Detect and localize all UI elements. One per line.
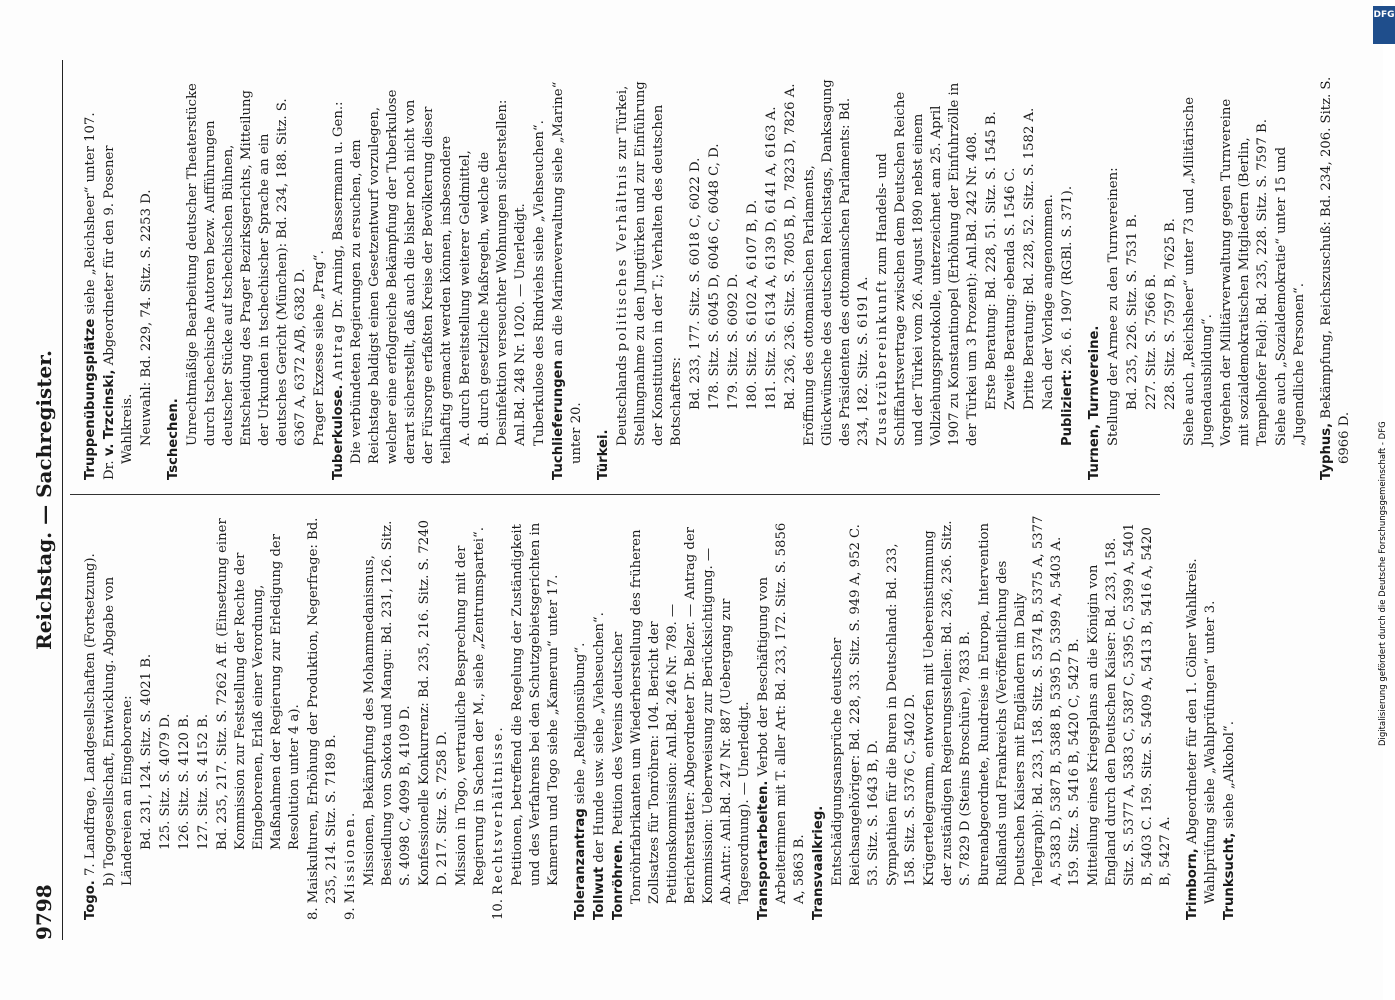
right-column-entry: Bd. 235, 226. Sitz. S. 7531 B. — [1125, 213, 1140, 410]
entry-gap — [1078, 75, 1086, 480]
entry-gap — [1310, 75, 1318, 480]
right-column-entry: Siehe auch „Sozialdemokratie“ unter 15 und „Jugendliche Personen“. — [1274, 146, 1307, 446]
right-column-entry: Tschechen. — [166, 398, 181, 480]
left-column-entry: Transportarbeiten. Verbot der Beschäftigung von Arbeiterinnen mit T. aller Art: Bd. 233, 172. Sitz. S. 5856 A, 5863 B. — [756, 522, 807, 920]
right-column-entry: Tuchlieferungen an die Marineverwaltung siehe „Marine“ unter 20. — [551, 81, 584, 480]
right-column-entry: Dr. v. Trzcinski, Abgeordneter für den 9. Posener Wahlkreis. — [102, 145, 135, 480]
left-column-entry: Krügertelegramm, entworfen mit Uebereinstimmung der zuständigen Regierungsstellen: Bd. 236, 236. Sitz. S. 7829 D (Steins Broschüre), 7833 B. — [922, 520, 973, 886]
right-column-entry: Turnen, Turnvereine. — [1087, 325, 1102, 480]
left-column-entry: Togo. 7. Landfrage, Landgesellschaften (Fortsetzung). — [83, 553, 98, 920]
right-column-entry: Vorgehen der Militärverwaltung gegen Turnvereine mit sozialdemokratischen Mitgliedern (Berlin, Tempelhofer Feld): Bd. 235, 228. Sitz. S. 7597 B. — [1219, 98, 1270, 446]
right-column-entry: Eröffnung des ottomanischen Parlaments, Glückwünsche des deutschen Reichstags, Danksagung des Präsidenten des ottomanischen Parlaments: Bd. 234, 182. Sitz. S. 6191 A. — [802, 79, 871, 446]
left-column-entry: Mission in Togo, vertrauliche Besprechung mit der Regierung in Sachen der M., siehe „Zentrumspartei“. — [454, 527, 487, 886]
entry-gap — [157, 75, 165, 480]
right-column — [82, 75, 1355, 480]
left-column-entry: Burenabgeordnete, Rundreise in Europa, Intervention Rußlands und Frankreichs (Veröffentlichung des Deutschen Kaisers mit Engländern im Daily Telegraph): Bd. 233, 158. Sitz. S. 5374 B, 5375 A, 5377 A, 5383 D, 5387 B, 5388 B, 5395 D, 5399 A, 5403 A. 159. Sitz. S. 5416 B, 5420 C, 5427 B. — [977, 515, 1082, 886]
right-column-entry: Typhus, Bekämpfung, Reichszuschuß: Bd. 234, 206. Sitz. S. 6966 D. — [1319, 76, 1352, 480]
column-divider — [70, 494, 1160, 495]
right-column-entry: Siehe auch „Reichsheer“ unter 73 und „Militärische Jugendausbildung“. — [1182, 96, 1215, 446]
right-column-entry: B. durch gesetzliche Maßregeln, welche die Desinfektion verseuchter Wohnungen sicherstellen: Anl.Bd. 248 Nr. 1020. — Unerledigt. — [477, 99, 528, 446]
left-column-entry: 10. Rechtsverhältnisse. — [491, 725, 506, 920]
right-column-entry: 180. Sitz. S. 6102 A, 6107 B, D. — [745, 199, 760, 410]
right-column-entry: Bd. 236, 236. Sitz. S. 7805 B, D, 7823 D, 7826 A. — [783, 83, 798, 410]
right-column-entry: Stellung der Armee zu den Turnvereinen: — [1106, 167, 1121, 446]
left-column-entry: Missionen, Bekämpfung des Mohammedanismus, Besiedlung von Sokota und Mangu: Bd. 231, 126. Sitz. S. 4098 C, 4099 B, 4109 D. — [362, 520, 413, 886]
left-column-entry: Toleranzantrag siehe „Religionsübung“. — [573, 642, 588, 920]
entry-gap — [1176, 515, 1184, 920]
left-column-entry: b) Togogesellschaft, Entwicklung. Abgabe von Ländereien an Eingeborene: — [102, 576, 135, 886]
right-column-entry: Publiziert: 26. 6. 1907 (RGBl. S. 371). — [1060, 185, 1075, 446]
left-column-entry: 127. Sitz. S. 4152 B. — [196, 713, 211, 850]
right-column-entry: 178. Sitz. S. 6045 D, 6046 C, 6048 C, D. — [707, 143, 722, 410]
left-column-entry: Transvaalkrieg. — [811, 805, 826, 920]
right-column-entry: Türkei. — [596, 429, 611, 480]
right-column-entry: Nach der Vorlage angenommen. — [1041, 194, 1056, 410]
right-column-entry: Erste Beratung: Bd. 228, 51. Sitz. S. 1545 B. — [984, 111, 999, 410]
dfg-logo: DFG — [1373, 6, 1395, 44]
page-title: Reichstag. — Sachregister. — [32, 350, 56, 650]
left-column-entry: Entschädigungsansprüche deutscher Reichsangehöriger: Bd. 228, 33. Sitz. S. 949 A, 952 C. 53. Sitz. S. 1643 B, D. — [830, 524, 881, 886]
left-column — [82, 515, 1240, 920]
page-header — [18, 60, 63, 940]
left-column-entry: Petitionen, betreffend die Regelung der Zuständigkeit und des Verfahrens bei den Schutzgebietsgerichten in Kamerun und Togo siehe „Kamerun“ unter 17. — [510, 522, 561, 886]
entry-gap — [587, 75, 595, 480]
left-column-entry: Trimborn, Abgeordneter für den 1. Cölner Wahlkreis. Wahlprüfung siehe „Wahlprüfungen“ unter 3. — [1185, 558, 1218, 920]
right-column-entry: Dritte Beratung: Bd. 228, 52. Sitz. S. 1582 A. — [1022, 107, 1037, 410]
right-column-entry: 228. Sitz. S. 7597 B, 7625 B. — [1163, 218, 1178, 410]
right-column-entry: Bd. 233, 177. Sitz. S. 6018 C, 6022 D. — [688, 157, 703, 410]
left-column-entry: 125. Sitz. S. 4079 D. — [158, 713, 173, 850]
right-column-entry: Prager Exzesse siehe „Prag“. — [312, 250, 327, 446]
left-column-entry: Tollwut der Hunde usw. siehe „Viehseuchen“. — [592, 612, 607, 920]
right-column-entry: Deutschlands politisches Verhältnis zur Türkei, Stellungnahme zu den Jungtürken und zur Einführung der Konstitution in der T.; Verhalten des deutschen Botschafters: — [615, 81, 684, 446]
page-number: 9798 — [32, 884, 56, 940]
left-column-entry: Konfessionelle Konkurrenz: Bd. 235, 216. Sitz. S. 7240 D. 217. Sitz. S. 7258 D. — [417, 520, 450, 886]
right-column-entry: Zweite Beratung: ebenda S. 1546 C. — [1003, 167, 1018, 410]
left-column-entry: 8. Maiskulturen, Erhöhung der Produktion, Negerfrage: Bd. 235, 214. Sitz. S. 7189 B. — [306, 517, 339, 920]
left-column-entry: Bd. 235, 217. Sitz. S. 7262 A ff. (Einsetzung einer Kommission zur Feststellung der Rechte der Eingeborenen, Erlaß einer Verordnung, Maßnahmen der Regierung zur Erledigung der Resolution unter 4 a). — [215, 518, 302, 850]
left-column-entry: Trunksucht, siehe „Alkohol“. — [1222, 721, 1237, 920]
left-column-entry: Bd. 231, 124. Sitz. S. 4021 B. — [139, 653, 154, 850]
left-column-entry: 126. Sitz. S. 4120 B. — [177, 713, 192, 850]
left-column-entry: Tonröhren. Petition des Vereins deutscher Tonröhrfabrikanten um Wiederherstellung des früheren Zollsatzes für Tonröhren: 104. Bericht der Petitionskommission: Anl.Bd. 246 Nr. 789. — Berichterstatter: Abgeordneter Dr. Belzer. — Antrag der Kommission: Ueberweisung zur Berücksichtigung. — Ab.Antr.: Anl.Bd. 247 Nr. 887 (Uebergang zur Tagesordnung). — Unerledigt. — [611, 527, 752, 920]
right-column-entry: Tuberkulose des Rindviehs siehe „Viehseuchen“. — [532, 120, 547, 446]
right-column-entry: Unrechtmäßige Bearbeitung deutscher Theaterstücke durch tschechische Autoren bezw. Aufführungen deutscher Stücke auf tschechischen Bühnen, Entscheidung des Prager Bezirksgerichts, Mitteilung der Urkunden in tschechischer Sprache an ein deutsches Gericht (München): Bd. 234, 188. Sitz. S. 6367 A, 6372 A/B, 6382 D. — [185, 83, 308, 446]
right-column-entry: Zusatzübereinkunft zum Handels- und Schiffahrtsvertrage zwischen dem Deutschen Reiche und der Türkei vom 26. August 1890 nebst einem Vollziehungsprotokolle, unterzeichnet am 25. April 1907 zu Konstantinopel (Erhöhung der Einfuhrzölle in der Türkei um 3 Prozent): Anl.Bd. 242 Nr. 408. — [875, 82, 980, 446]
right-column-entry: Tuberkulose. Antrag Dr. Arning, Bassermann u. Gen.: Die verbündeten Regierungen zu ersuchen, dem Reichstage baldigst einen Gesetzentwurf vorzulegen, welcher eine erfolgreiche Bekämpfung der Tuberkulose derart sicherstellt, daß auch die bisher noch nicht von der Fürsorge erfaßten Kreise der Bevölkerung dieser teilhaftig gemacht werden können, insbesondere — [331, 89, 454, 480]
entry-gap — [564, 515, 572, 920]
digitization-credit: Digitalisierung gefördert durch die Deutsche Forschungsgemeinschaft - DFG — [1378, 421, 1388, 746]
left-column-entry: Mitteilung eines Kriegsplans an die Königin von England durch den Deutschen Kaiser: Bd. 233, 158. Sitz. S. 5377 A, 5383 C, 5387 C, 5395 C, 5399 A, 5401 B, 5403 C. 159. Sitz. S. 5409 A, 5413 B, 5416 A, 5420 B, 5427 A. — [1086, 523, 1173, 886]
right-column-entry: Truppenübungsplätze siehe „Reichsheer“ unter 107. — [83, 112, 98, 480]
left-column-entry: Sympathien für die Buren in Deutschland: Bd. 233, 158. Sitz. S. 5376 C, 5402 D. — [885, 543, 918, 886]
right-column-entry: Neuwahl: Bd. 229, 74. Sitz. S. 2253 D. — [139, 189, 154, 446]
right-column-entry: 181. Sitz. S. 6134 A, 6139 D, 6141 A, 6163 A. — [764, 106, 779, 410]
right-column-entry: 179. Sitz. S. 6092 D. — [726, 273, 741, 410]
left-column-entry: 9. Missionen. — [343, 810, 358, 920]
right-column-entry: 227. Sitz. S. 7566 B. — [1144, 273, 1159, 410]
right-column-entry: A. durch Bereitstellung weiterer Geldmittel, — [458, 150, 473, 446]
